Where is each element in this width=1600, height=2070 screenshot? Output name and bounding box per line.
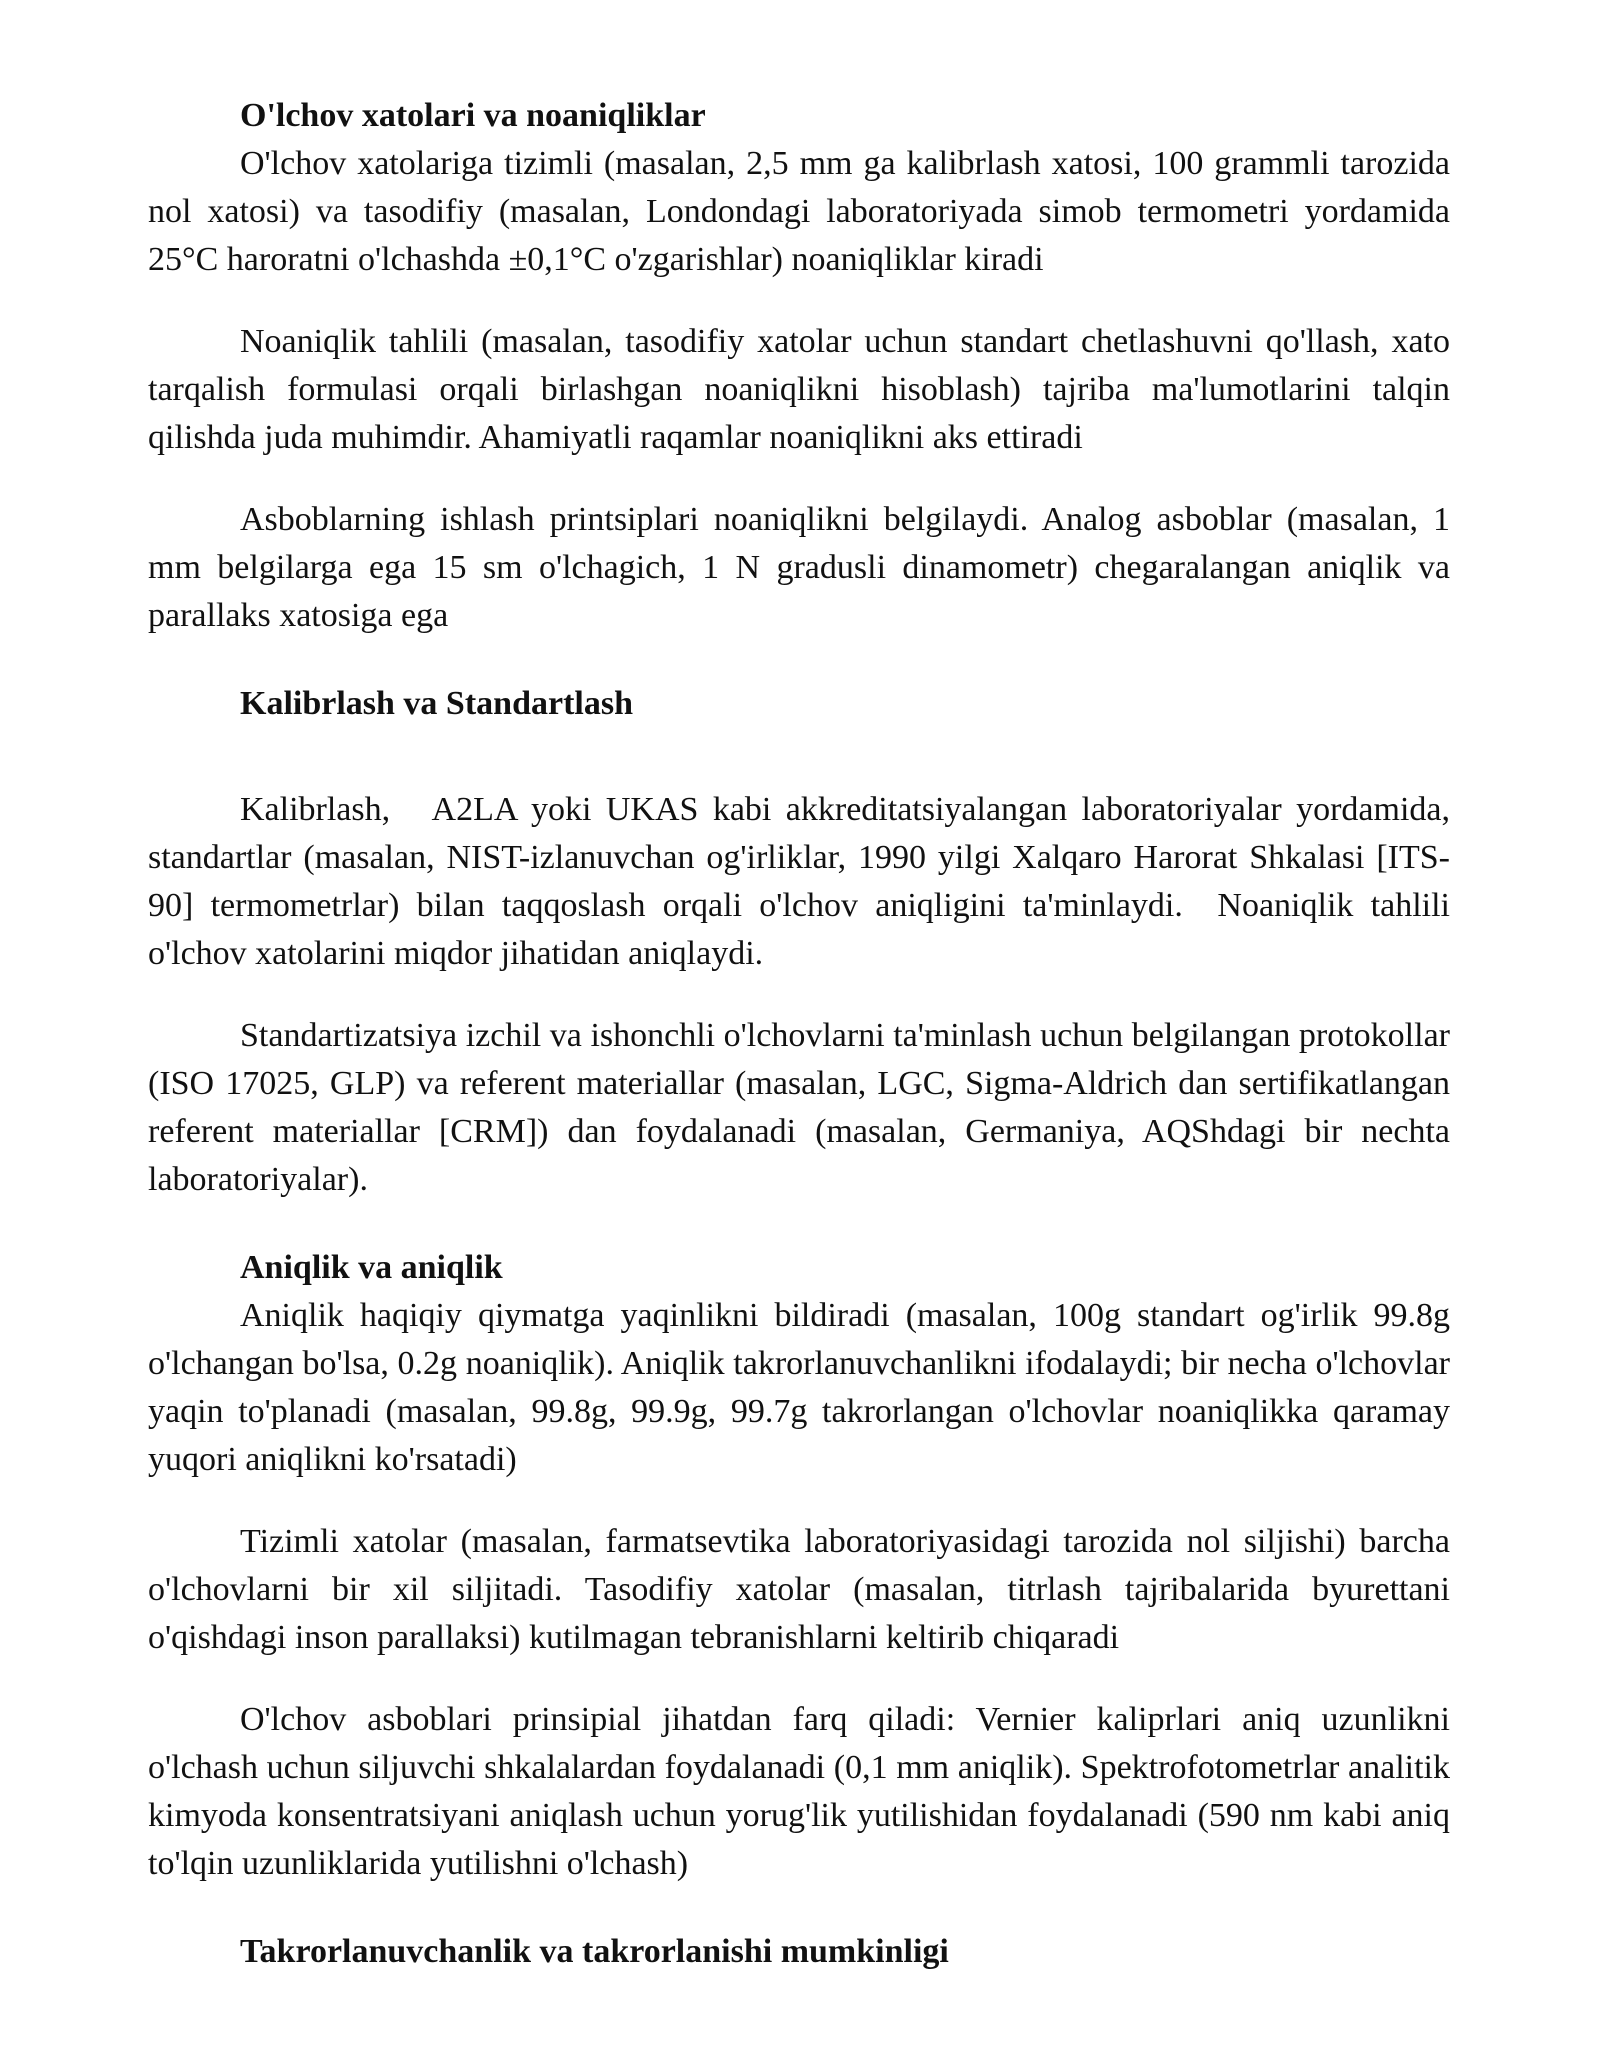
- paragraph-spacer: [148, 978, 1450, 1012]
- paragraph-spacer: [148, 1888, 1450, 1928]
- paragraph: Standartizatsiya izchil va ishonchli o'lchovlarni ta'minlash uchun belgilangan protokollar (ISO 17025, GLP) va referent materiallar (masalan, LGC, Sigma-Aldrich dan sertifikatlangan referent materiallar [CRM]) dan foydalanadi (masalan, Germaniya, AQShdagi bir nechta laboratoriyalar).: [148, 1017, 1450, 1198]
- section-heading-measurement-errors: O'lchov xatolari va noaniqliklar: [240, 97, 706, 134]
- paragraph-spacer: [148, 640, 1450, 680]
- paragraph-spacer: [148, 1484, 1450, 1518]
- document-page: [148, 92, 1459, 1976]
- section-heading-calibration: Kalibrlash va Standartlash: [240, 685, 633, 722]
- paragraph-spacer: [148, 1204, 1450, 1244]
- section-heading-accuracy-precision: Aniqlik va aniqlik: [240, 1249, 503, 1286]
- paragraph-spacer: [148, 284, 1450, 318]
- paragraph: Kalibrlash, A2LA yoki UKAS kabi akkreditatsiyalangan laboratoriyalar yordamida, standartlar (masalan, NIST-izlanuvchan og'irliklar, 1990 yilgi Xalqaro Harorat Shkalasi [ITS-90] termometrlar) bilan taqqoslash orqali o'lchov aniqligini ta'minlaydi. Noaniqlik tahlili o'lchov xatolarini miqdor jihatidan aniqlaydi.: [148, 791, 1459, 972]
- paragraph: Asboblarning ishlash printsiplari noaniqlikni belgilaydi. Analog asboblar (masalan, 1 mm belgilarga ega 15 sm o'lchagich, 1 N gradusli dinamometr) chegaralangan aniqlik va parallaks xatosiga ega: [148, 501, 1450, 634]
- paragraph-spacer: [148, 1662, 1450, 1696]
- section-heading-repeatability: Takrorlanuvchanlik va takrorlanishi mumkinligi: [240, 1933, 949, 1970]
- paragraph: O'lchov asboblari prinsipial jihatdan farq qiladi: Vernier kaliprlari aniq uzunlikni o'lchash uchun siljuvchi shkalalardan foydalanadi (0,1 mm aniqlik). Spektrofotometrlar analitik kimyoda konsentratsiyani aniqlash uchun yorug'lik yutilishidan foydalanadi (590 nm kabi aniq to'lqin uzunliklarida yutilishni o'lchash): [148, 1701, 1450, 1882]
- paragraph: Tizimli xatolar (masalan, farmatsevtika laboratoriyasidagi tarozida nol siljishi) barcha o'lchovlarni bir xil siljitadi. Tasodifiy xatolar (masalan, titrlash tajribalarida byurettani o'qishdagi inson parallaksi) kutilmagan tebranishlarni keltirib chiqaradi: [148, 1523, 1450, 1656]
- paragraph: O'lchov xatolariga tizimli (masalan, 2,5 mm ga kalibrlash xatosi, 100 grammli tarozida nol xatosi) va tasodifiy (masalan, Londondagi laboratoriyada simob termometri yordamida 25°C haroratni o'lchashda ±0,1°C o'zgarishlar) noaniqliklar kiradi: [148, 145, 1450, 278]
- paragraph-spacer: [148, 462, 1450, 496]
- paragraph-spacer: [148, 728, 1450, 786]
- paragraph: Noaniqlik tahlili (masalan, tasodifiy xatolar uchun standart chetlashuvni qo'llash, xato tarqalish formulasi orqali birlashgan noaniqlikni hisoblash) tajriba ma'lumotlarini talqin qilishda juda muhimdir. Ahamiyatli raqamlar noaniqlikni aks ettiradi: [148, 323, 1450, 456]
- paragraph: Aniqlik haqiqiy qiymatga yaqinlikni bildiradi (masalan, 100g standart og'irlik 99.8g o'lchangan bo'lsa, 0.2g noaniqlik). Aniqlik takrorlanuvchanlikni ifodalaydi; bir necha o'lchovlar yaqin to'planadi (masalan, 99.8g, 99.9g, 99.7g takrorlangan o'lchovlar noaniqlikka qaramay yuqori aniqlikni ko'rsatadi): [148, 1297, 1450, 1478]
